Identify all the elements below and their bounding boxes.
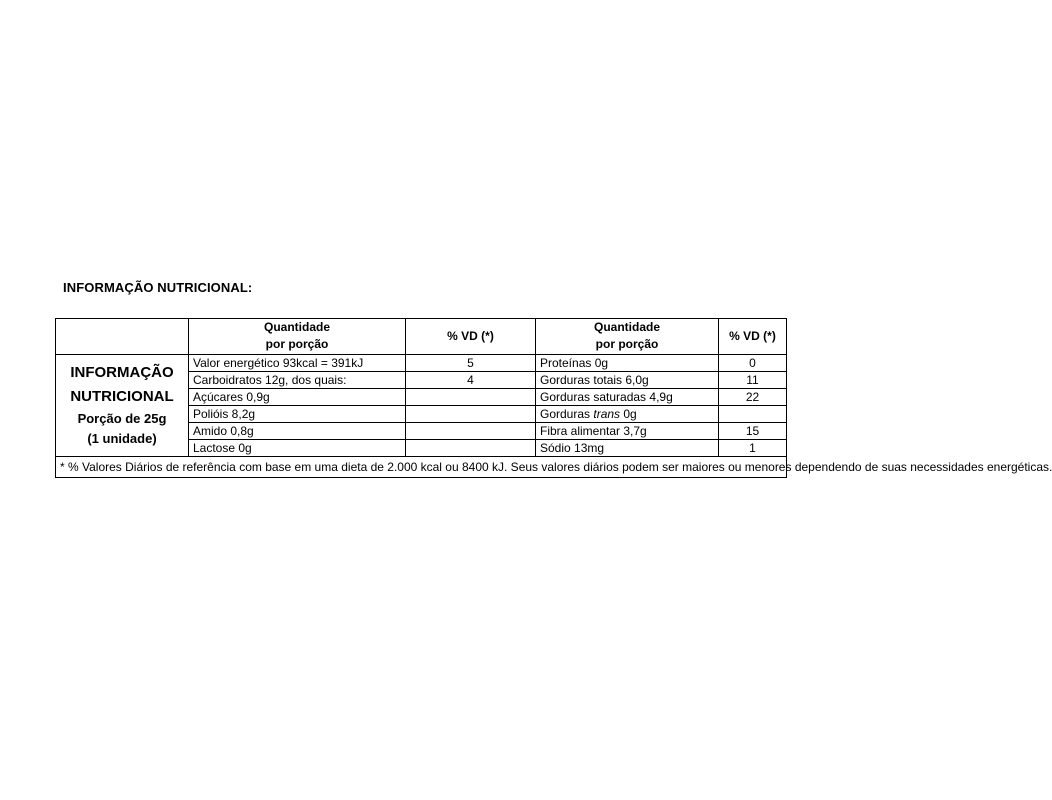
- nutrient-name-prefix: Gorduras: [540, 406, 594, 421]
- nutrient-name: Valor energético 93kcal = 391kJ: [189, 354, 406, 371]
- page-heading: INFORMAÇÃO NUTRICIONAL:: [63, 280, 253, 295]
- nutrient-vd: [406, 422, 536, 439]
- nutrient-name: Lactose 0g: [189, 439, 406, 456]
- nutrient-name: Polióis 8,2g: [189, 405, 406, 422]
- nutrient-vd: 22: [719, 388, 787, 405]
- nutrient-name-suffix: 0g: [620, 406, 637, 421]
- nutrient-vd: [406, 405, 536, 422]
- nutrient-vd: 1: [719, 439, 787, 456]
- header-quantity-right: [536, 319, 719, 355]
- header-row: [56, 319, 787, 355]
- nutrient-vd: 5: [406, 354, 536, 371]
- header-quantity-left-line2: por porção: [265, 337, 329, 352]
- nutrient-name-italic: trans: [593, 406, 621, 421]
- nutrient-name: Sódio 13mg: [536, 439, 719, 456]
- side-label: [56, 354, 189, 456]
- header-vd-right: % VD (*): [719, 319, 787, 355]
- nutrient-name: Gorduras totais 6,0g: [536, 371, 719, 388]
- header-vd-left: % VD (*): [406, 319, 536, 355]
- nutrient-name: Açúcares 0,9g: [189, 388, 406, 405]
- nutrient-vd: [406, 439, 536, 456]
- nutrient-vd: [719, 405, 787, 422]
- side-portion: Porção de 25g: [77, 411, 167, 427]
- header-quantity-right-line2: por porção: [595, 337, 659, 352]
- nutrient-vd: 4: [406, 371, 536, 388]
- nutrient-name: Amido 0,8g: [189, 422, 406, 439]
- header-quantity-left: [189, 319, 406, 355]
- header-quantity-left-line1: Quantidade: [263, 320, 330, 334]
- nutrient-name: Fibra alimentar 3,7g: [536, 422, 719, 439]
- nutrition-table: [55, 318, 1052, 478]
- header-empty-cell: [56, 319, 189, 355]
- side-unit: (1 unidade): [87, 431, 157, 447]
- footnote: * % Valores Diários de referência com base em uma dieta de 2.000 kcal ou 8400 kJ. Seus valores diários podem ser maiores ou menores dependendo de suas necessidades energéticas.: [56, 456, 787, 477]
- nutrient-name: [536, 405, 719, 422]
- footnote-row: [56, 456, 787, 477]
- side-title-line1: INFORMAÇÃO: [70, 364, 174, 382]
- nutrient-vd: 0: [719, 354, 787, 371]
- side-title-line2: NUTRICIONAL: [70, 388, 174, 406]
- nutrient-name: Carboidratos 12g, dos quais:: [189, 371, 406, 388]
- header-quantity-right-line1: Quantidade: [593, 320, 660, 334]
- nutrient-vd: 11: [719, 371, 787, 388]
- nutrient-vd: [406, 388, 536, 405]
- nutrient-name: Proteínas 0g: [536, 354, 719, 371]
- table-row: [56, 354, 787, 371]
- nutrient-name: Gorduras saturadas 4,9g: [536, 388, 719, 405]
- nutrient-vd: 15: [719, 422, 787, 439]
